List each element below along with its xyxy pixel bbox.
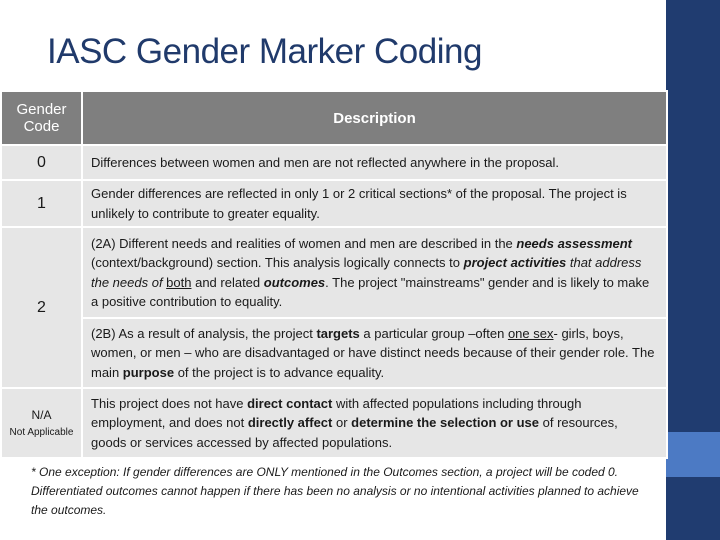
text-run: one sex xyxy=(507,325,554,341)
header-description: Description xyxy=(82,91,667,145)
description-cell: Gender differences are reflected in only 1 or 2 critical sections* of the proposal. The project is unlikely to contribute to greater equality. xyxy=(82,180,667,227)
text-run: (context/background) section. This analysis logically connects to xyxy=(91,255,464,270)
text-run: with affected populations including through employment, and does not xyxy=(91,395,582,431)
description-cell-2a xyxy=(82,227,667,318)
gender-marker-table xyxy=(0,90,668,459)
code-cell: 0 xyxy=(1,145,82,180)
text-run: and related xyxy=(191,274,264,290)
text-run: direct contact xyxy=(247,395,333,411)
text-run: needs assessment xyxy=(516,235,633,251)
text-run: or xyxy=(332,415,352,431)
text-run: This project does not have xyxy=(91,395,248,411)
table-row xyxy=(1,145,667,180)
slide-title: IASC Gender Marker Coding xyxy=(47,32,482,71)
code-cell xyxy=(1,388,82,458)
text-run: that address the needs of xyxy=(91,255,642,290)
side-decor-accent xyxy=(666,432,720,477)
text-run: (2B) As a result of analysis, the project xyxy=(91,325,317,341)
description-cell-2b xyxy=(82,318,667,388)
footnote: * One exception: If gender differences are ONLY mentioned in the Outcomes section, a project will be coded 0. Differentiated outcomes cannot happen if there has been no analysis or no intentional activities planned to achieve the outcomes. xyxy=(31,465,639,517)
text-run: directly affect xyxy=(247,415,333,431)
text-run: of resources, goods or services accessed by affected populations. xyxy=(91,415,618,450)
text-run: of the project is to advance equality. xyxy=(174,364,385,380)
text-run: targets xyxy=(316,325,360,341)
table-header-row xyxy=(1,91,667,145)
text-run: project activities xyxy=(463,255,567,270)
table-row xyxy=(1,227,667,318)
code-na: N/A xyxy=(31,408,52,423)
table-row xyxy=(1,388,667,458)
description-cell: Differences between women and men are not reflected anywhere in the proposal. xyxy=(82,145,667,180)
text-run: a particular group –often xyxy=(359,325,508,341)
header-gender-code: Gender Code xyxy=(1,91,82,145)
text-run: purpose xyxy=(122,364,175,380)
code-cell: 1 xyxy=(1,180,82,227)
text-run: . The project "mainstreams" gender and is likely to make a positive contribution to equality. xyxy=(91,274,650,309)
description-cell xyxy=(82,388,667,458)
text-run: - girls, boys, women, or men – who are disadvantaged or have distinct needs because of their gender role. The main xyxy=(91,325,655,380)
text-run: (2A) Different needs and realities of women and men are described in the xyxy=(91,235,517,251)
code-cell: 2 xyxy=(1,227,82,388)
text-run: outcomes xyxy=(263,274,326,290)
table-row xyxy=(1,180,667,227)
text-run: both xyxy=(166,274,192,290)
text-run: determine the selection or use xyxy=(351,415,540,431)
code-na-sub: Not Applicable xyxy=(9,426,74,438)
table-row xyxy=(1,318,667,388)
